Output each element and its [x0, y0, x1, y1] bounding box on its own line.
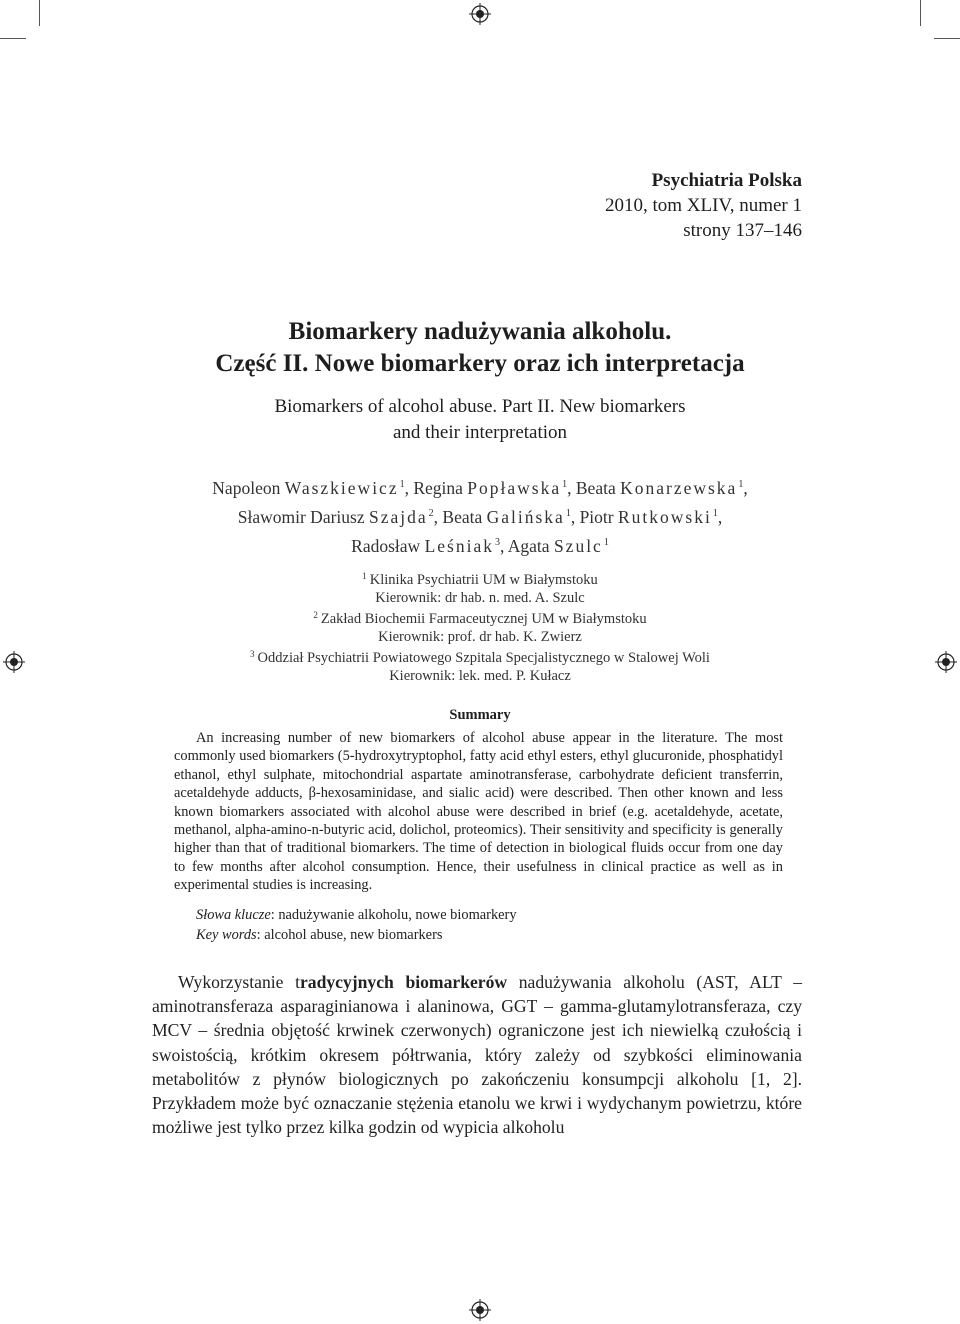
affiliation-head: Kierownik: lek. med. P. Kułacz — [389, 667, 571, 684]
author-given-name: Beata — [575, 478, 616, 498]
author-given-name: Beata — [442, 507, 483, 527]
author-surname: Szajda — [368, 507, 428, 527]
author-affiliation-ref: 1 — [738, 479, 744, 490]
summary-text: An increasing number of new biomarkers of alcohol abuse appear in the literature. The most commonly used biomarkers (5-hydroxytryptophol, fatty acid ethyl esters, ethyl glucuronide, phosphatidyl ethanol, ethyl sulphate, mitochondrial aspartate aminotransferase, carbohydrate deficient transferrin, acetaldehyde adducts, β-hexosaminidase, and sialic acid) were described. Then other known and less known biomarkers associated with alcohol abuse were described in brief (e.g. acetaldehyde, acetate, methanol, alpha-amino-n-butyric acid, dolichol, proteomics). Their sensitivity and specificity is generally higher than that of traditional biomarkers. The time of detection in biological fluids occur from one day to few months after alcohol consumption. Hence, their usefulness in clinical practice as well as in experimental studies is increasing. — [174, 730, 783, 894]
title-english-line: Biomarkers of alcohol abuse. Part II. New biomarkers — [274, 396, 686, 417]
journal-volume: 2010, tom XLIV, numer 1 — [604, 195, 802, 216]
author-affiliation-ref: 1 — [399, 479, 405, 490]
author-given-name: Radosław — [351, 536, 421, 556]
author-affiliation-ref: 1 — [603, 537, 609, 548]
crop-mark — [0, 38, 26, 39]
title-polish-line: Część II. Nowe biomarkery oraz ich interpretacja — [215, 350, 745, 377]
affiliation-number: 2 — [313, 610, 318, 620]
journal-name: Psychiatria Polska — [651, 170, 802, 191]
summary-heading: Summary — [449, 707, 511, 723]
crop-mark — [934, 38, 960, 39]
author-surname: Konarzewska — [620, 478, 738, 498]
author-affiliation-ref: 1 — [565, 508, 571, 519]
author-affiliation-ref: 2 — [428, 508, 434, 519]
keywords-polish-text: : nadużywanie alkoholu, nowe biomarkery — [270, 907, 517, 923]
keywords-block — [196, 905, 517, 945]
author-line: Sławomir Dariusz Szajda$^2$, Beata Galińska$^1$, Piotr Rutkowski$^1$, — [237, 507, 723, 527]
title-polish-line: Biomarkery nadużywania alkoholu. — [288, 318, 672, 345]
title-english — [0, 394, 960, 446]
affiliation-list — [0, 568, 960, 685]
title-english-line: and their interpretation — [392, 422, 568, 443]
author-given-name: Sławomir Dariusz — [237, 507, 365, 527]
affiliation-head: Kierownik: dr hab. n. med. A. Szulc — [375, 589, 585, 606]
author-affiliation-ref: 1 — [562, 479, 568, 490]
body-paragraph — [152, 970, 802, 1139]
author-surname: Popławska — [467, 478, 562, 498]
affiliation-name: $^2$ Zakład Biochemii Farmaceutycznej UM w Białymstoku — [313, 610, 647, 627]
journal-pages: strony 137–146 — [683, 220, 802, 241]
body-emphasis: radycyjnych biomarkerów — [299, 972, 508, 992]
body-text: Wykorzystanie tradycyjnych biomarkerów nadużywania alkoholu (AST, ALT – aminotransferaza asparaginianowa i alaninowa, GGT – gamma-glutamylotransferaza, czy MCV – średnia objętość krwinek czerwonych) ograniczone jest ich niewielką czułością i swoistością, krótkim okresem półtrwania, który zależy od szybkości eliminowania metabolitów z płynów biologicznych po zakończeniu konsumpcji alkoholu [1, 2]. Przykładem może być oznaczanie stężenia etanolu we krwi i wydychanym powietrzu, które możliwe jest tylko przez kilka godzin od wypicia alkoholu — [152, 972, 803, 1138]
author-given-name: Napoleon — [212, 478, 281, 498]
keywords-english — [196, 925, 517, 945]
author-surname: Waszkiewicz — [284, 478, 399, 498]
author-surname: Leśniak — [424, 536, 494, 556]
affiliation-name: $^3$ Oddział Psychiatrii Powiatowego Szpitala Specjalistycznego w Stalowej Woli — [250, 649, 710, 666]
keywords-english-label: Key words — [196, 927, 257, 943]
summary-block — [174, 729, 783, 895]
crop-mark — [920, 0, 921, 26]
registration-mark-icon — [469, 1299, 491, 1321]
author-surname: Rutkowski — [618, 507, 712, 527]
affiliation-head: Kierownik: prof. dr hab. K. Zwierz — [378, 628, 582, 645]
crop-mark — [39, 0, 40, 26]
registration-mark-icon — [469, 3, 491, 25]
author-given-name: Regina — [413, 478, 463, 498]
author-given-name: Piotr — [579, 507, 614, 527]
author-line: Radosław Leśniak$^3$, Agata Szulc$^1$ — [351, 536, 609, 556]
author-given-name: Agata — [507, 536, 550, 556]
keywords-english-text: : alcohol abuse, new biomarkers — [256, 927, 443, 943]
title-polish — [0, 316, 960, 380]
keywords-polish — [196, 905, 517, 925]
journal-header — [605, 168, 802, 243]
affiliation-number: 1 — [362, 571, 367, 581]
author-affiliation-ref: 1 — [712, 508, 718, 519]
author-list — [0, 472, 960, 559]
affiliation-name: $^1$ Klinika Psychiatrii UM w Białymstoku — [362, 571, 598, 588]
author-affiliation-ref: 3 — [494, 537, 500, 548]
author-surname: Szulc — [553, 536, 603, 556]
keywords-polish-label: Słowa klucze — [196, 907, 271, 923]
author-line: Napoleon Waszkiewicz$^1$, Regina Popławska$^1$, Beata Konarzewska$^1$, — [212, 478, 748, 498]
author-surname: Galińska — [486, 507, 565, 527]
affiliation-number: 3 — [250, 649, 255, 659]
